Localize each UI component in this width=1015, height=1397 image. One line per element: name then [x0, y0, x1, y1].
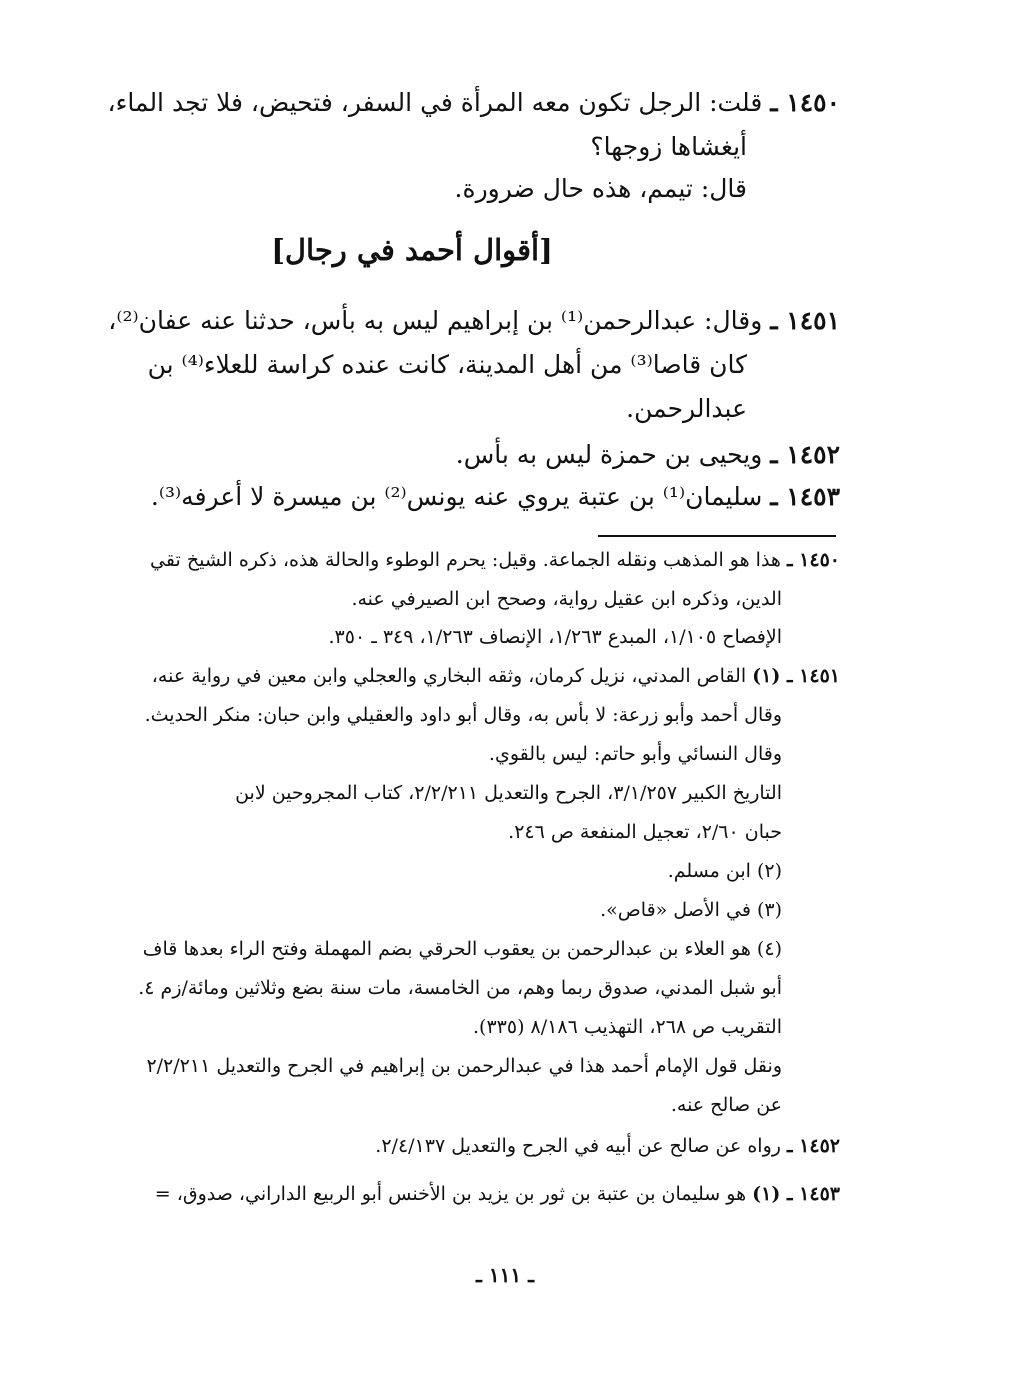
- note-text: القاص المدني، نزيل كرمان، وثقه البخاري والعجلي وابن معين في رواية عنه،: [151, 665, 747, 687]
- entry-text: ويحيى بن حمزة ليس به بأس.: [455, 440, 763, 469]
- page-number: ـ ١١١ ـ: [476, 1263, 534, 1287]
- note-number: ١٤٥١ ـ (١): [752, 665, 840, 687]
- note-1451-line-1: [130, 667, 840, 686]
- note-1451-footnote-3: (٣) في الأصل «قاص».: [600, 899, 782, 921]
- note-text: هو سليمان بن عتبة بن ثور بن يزيد بن الأخنس أبو الربيع الداراني، صدوق، =: [154, 1183, 747, 1205]
- entry-1450-line-2: أيغشاها زوجها؟: [590, 132, 747, 161]
- note-text: هذا هو المذهب ونقله الجماعة. وقيل: يحرم الوطوء والحالة هذه، ذكره الشيخ تقي: [150, 549, 781, 571]
- note-text: رواه عن صالح عن أبيه في الجرح والتعديل ٢/٤/١٣٧.: [375, 1135, 781, 1157]
- entry-1451-line-1: [108, 306, 840, 335]
- note-1451-line-4: التاريخ الكبير ٣/١/٢٥٧، الجرح والتعديل ٢/٢/٢١١، كتاب المجروحين لابن: [235, 782, 782, 804]
- note-1453-line-1: [130, 1185, 840, 1204]
- note-1451-footnote-4-line-3: التقريب ص ٢٦٨، التهذيب ٨/١٨٦ (٣٣٥).: [473, 1016, 782, 1038]
- entry-number: ١٤٥٠ ـ: [770, 88, 840, 117]
- entry-1452-line-1: [160, 442, 840, 467]
- note-1451-footnote-4-line-5: عن صالح عنه.: [670, 1094, 782, 1116]
- entry-text: سليمان⁽¹⁾ بن عتبة يروي عنه يونس⁽²⁾ بن ميسرة لا أعرفه⁽³⁾.: [150, 482, 763, 511]
- section-heading: [أقوال أحمد في رجال]: [271, 233, 553, 267]
- note-1451-line-3: وقال النسائي وأبو حاتم: ليس بالقوي.: [488, 743, 782, 765]
- entry-number: ١٤٥١ ـ: [770, 306, 840, 335]
- note-1450-line-3: الإفصاح ١/١٠٥، المبدع ١/٢٦٣، الإنصاف ١/٢٦٣، ٣٤٩ ـ ٣٥٠.: [328, 626, 782, 648]
- entry-text: قلت: الرجل تكون معه المرأة في السفر، فتحيض، فلا تجد الماء،: [107, 88, 763, 117]
- note-number: ١٤٥٢ ـ: [786, 1135, 840, 1157]
- entry-number: ١٤٥٢ ـ: [770, 440, 840, 469]
- note-1451-line-5: حبان ٢/٦٠، تعجيل المنفعة ص ٢٤٦.: [508, 821, 782, 843]
- note-number: ١٤٥٣ ـ (١): [752, 1183, 840, 1205]
- entry-1453-line-1: [140, 484, 840, 509]
- entry-text: وقال: عبدالرحمن⁽¹⁾ بن إبراهيم ليس به بأس، حدثنا عنه عفان⁽²⁾،: [108, 306, 763, 335]
- note-1451-line-2: وقال أحمد وأبو زرعة: لا بأس به، وقال أبو داود والعقيلي وابن حبان: منكر الحديث.: [144, 704, 782, 726]
- note-1451-footnote-2: (٢) ابن مسلم.: [667, 860, 782, 882]
- note-number: ١٤٥٠ ـ: [786, 549, 840, 571]
- entry-1451-line-3: عبدالرحمن.: [626, 394, 747, 423]
- entry-number: ١٤٥٣ ـ: [770, 482, 840, 511]
- note-1451-footnote-4-line-4: ونقل قول الإمام أحمد هذا في عبدالرحمن بن إبراهيم في الجرح والتعديل ٢/٢/٢١١: [146, 1055, 782, 1077]
- entry-1451-line-2: كان قاصا⁽³⁾ من أهل المدينة، كانت عنده كراسة للعلاء⁽⁴⁾ بن: [147, 350, 747, 379]
- note-1452-line-1: [130, 1137, 840, 1156]
- note-1450-line-1: [130, 551, 840, 570]
- footnote-separator: [598, 535, 836, 537]
- note-1451-footnote-4-line-1: (٤) هو العلاء بن عبدالرحمن بن يعقوب الحرقي بضم المهملة وفتح الراء بعدها قاف: [142, 938, 782, 960]
- entry-1450-line-3: قال: تيمم، هذه حال ضرورة.: [454, 174, 747, 203]
- note-1450-line-2: الدين، وذكره ابن عقيل رواية، وصحح ابن الصيرفي عنه.: [351, 588, 782, 610]
- entry-1450-line-1: [107, 88, 840, 117]
- note-1451-footnote-4-line-2: أبو شبل المدني، صدوق ربما وهم، من الخامسة، مات سنة بضع وثلاثين ومائة/زم ٤.: [138, 977, 782, 999]
